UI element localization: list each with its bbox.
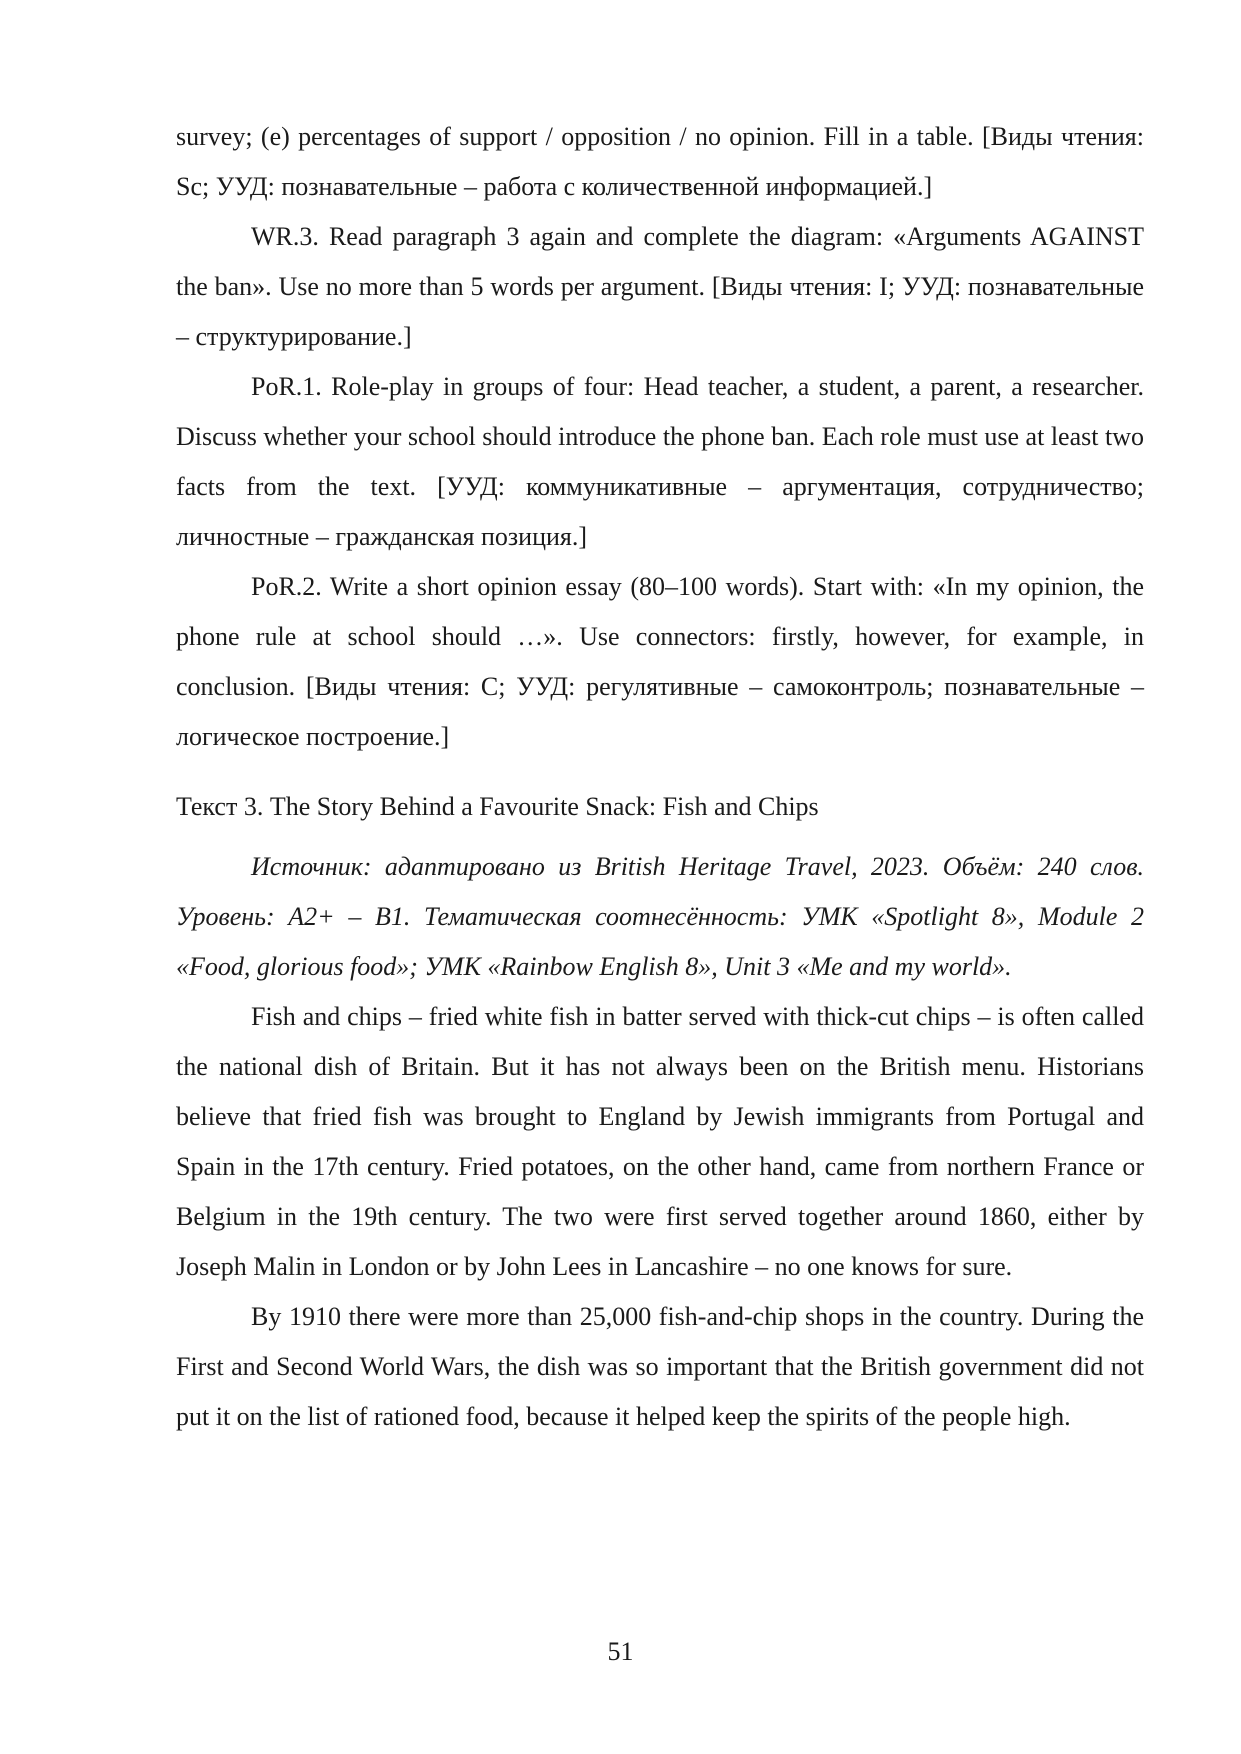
- text3-body-paragraph-1: Fish and chips – fried white fish in batter served with thick-cut chips – is often called the national dish of Britain. But it has not always been on the British menu. Historians believe that fried fish was brought to England by Jewish immigrants from Portugal and Spain in the 17th century. Fried potatoes, on the other hand, came from northern France or Belgium in the 19th century. The two were first served together around 1860, either by Joseph Malin in London or by John Lees in Lancashire – no one knows for sure.: [176, 1002, 1144, 1281]
- task-wr3: WR.3. Read paragraph 3 again and complete the diagram: «Arguments AGAINST the ban». Use no more than 5 words per argument. [Виды чтения: I; УУД: познавательные – структурирование.]: [176, 222, 1144, 351]
- text3-source: Источник: адаптировано из British Heritage Travel, 2023. Объём: 240 слов. Уровень: A2+ – B1. Тематическая соотнесённость: УМК «Spotlight 8», Module 2 «Food, glorious food»; УМК «Rainbow English 8», Unit 3 «Me and my world».: [176, 852, 1144, 981]
- task-por1: PoR.1. Role-play in groups of four: Head teacher, a student, a parent, a researcher. Discuss whether your school should introduce the phone ban. Each role must use at least two facts from the text. [УУД: коммуникативные – аргументация, сотрудничество; личностные – гражданская позиция.]: [176, 372, 1144, 551]
- task-por2: PoR.2. Write a short opinion essay (80–100 words). Start with: «In my opinion, the phone rule at school should …». Use connectors: firstly, however, for example, in conclusion. [Виды чтения: C; УУД: регулятивные – самоконтроль; познавательные – логическое построение.]: [176, 572, 1144, 751]
- paragraph-continuation: survey; (e) percentages of support / opposition / no opinion. Fill in a table. [Виды чтения: Sc; УУД: познавательные – работа с количественной информацией.]: [176, 122, 1144, 201]
- text3-body-paragraph-2: By 1910 there were more than 25,000 fish-and-chip shops in the country. During the First and Second World Wars, the dish was so important that the British government did not put it on the list of rationed food, because it helped keep the spirits of the people high.: [176, 1302, 1144, 1431]
- page-number: 51: [607, 1637, 634, 1666]
- document-page: [176, 112, 1144, 1442]
- text3-heading: Текст 3. The Story Behind a Favourite Snack: Fish and Chips: [176, 792, 819, 821]
